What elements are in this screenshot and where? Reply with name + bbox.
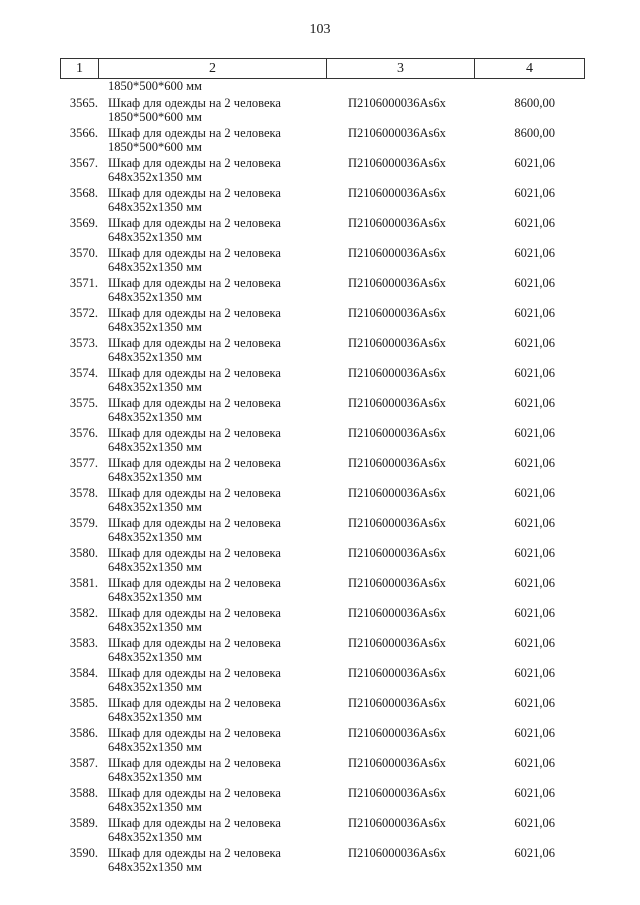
item-name: Шкаф для одежды на 2 человека [108, 666, 281, 680]
item-price: 6021,06 [514, 846, 555, 860]
item-dimensions: 648х352х1350 мм [108, 410, 202, 424]
table-row [0, 396, 640, 426]
item-dimensions: 1850*500*600 мм [108, 140, 202, 154]
item-price: 6021,06 [514, 546, 555, 560]
item-code: П2106000036Аs6х [348, 306, 446, 320]
item-price: 6021,06 [514, 606, 555, 620]
row-number: 3580. [69, 546, 98, 560]
row-number: 3565. [69, 96, 98, 110]
table-row [0, 276, 640, 306]
row-number: 3587. [69, 756, 98, 770]
item-price: 6021,06 [514, 726, 555, 740]
item-dimensions: 648х352х1350 мм [108, 470, 202, 484]
item-code: П2106000036Аs6х [348, 96, 446, 110]
item-dimensions: 648х352х1350 мм [108, 860, 202, 874]
table-row [0, 726, 640, 756]
item-price: 6021,06 [514, 366, 555, 380]
table-row [0, 696, 640, 726]
item-dimensions: 648х352х1350 мм [108, 590, 202, 604]
item-dimensions: 648х352х1350 мм [108, 200, 202, 214]
item-price: 6021,06 [514, 576, 555, 590]
item-dimensions: 648х352х1350 мм [108, 230, 202, 244]
item-name: Шкаф для одежды на 2 человека [108, 576, 281, 590]
carryover-dimensions: 1850*500*600 мм [108, 79, 202, 93]
row-number: 3585. [69, 696, 98, 710]
column-header-4: 4 [474, 59, 585, 78]
item-price: 6021,06 [514, 396, 555, 410]
item-name: Шкаф для одежды на 2 человека [108, 846, 281, 860]
row-number: 3576. [69, 426, 98, 440]
item-code: П2106000036Аs6х [348, 126, 446, 140]
item-name: Шкаф для одежды на 2 человека [108, 156, 281, 170]
item-name: Шкаф для одежды на 2 человека [108, 276, 281, 290]
item-code: П2106000036Аs6х [348, 336, 446, 350]
item-dimensions: 648х352х1350 мм [108, 770, 202, 784]
row-number: 3582. [69, 606, 98, 620]
item-price: 6021,06 [514, 756, 555, 770]
item-code: П2106000036Аs6х [348, 606, 446, 620]
item-code: П2106000036Аs6х [348, 426, 446, 440]
row-number: 3572. [69, 306, 98, 320]
item-name: Шкаф для одежды на 2 человека [108, 546, 281, 560]
row-number: 3573. [69, 336, 98, 350]
table-row [0, 246, 640, 276]
item-dimensions: 648х352х1350 мм [108, 530, 202, 544]
item-dimensions: 1850*500*600 мм [108, 110, 202, 124]
item-code: П2106000036Аs6х [348, 516, 446, 530]
item-code: П2106000036Аs6х [348, 546, 446, 560]
table-row [0, 606, 640, 636]
item-price: 6021,06 [514, 306, 555, 320]
item-price: 6021,06 [514, 186, 555, 200]
item-name: Шкаф для одежды на 2 человека [108, 786, 281, 800]
row-number: 3569. [69, 216, 98, 230]
table-body [0, 96, 640, 876]
item-name: Шкаф для одежды на 2 человека [108, 456, 281, 470]
item-dimensions: 648х352х1350 мм [108, 620, 202, 634]
item-code: П2106000036Аs6х [348, 456, 446, 470]
item-code: П2106000036Аs6х [348, 816, 446, 830]
item-dimensions: 648х352х1350 мм [108, 710, 202, 724]
item-name: Шкаф для одежды на 2 человека [108, 756, 281, 770]
item-price: 6021,06 [514, 246, 555, 260]
item-price: 6021,06 [514, 816, 555, 830]
item-name: Шкаф для одежды на 2 человека [108, 216, 281, 230]
table-row [0, 336, 640, 366]
table-row [0, 636, 640, 666]
item-code: П2106000036Аs6х [348, 246, 446, 260]
item-dimensions: 648х352х1350 мм [108, 440, 202, 454]
item-price: 6021,06 [514, 696, 555, 710]
row-number: 3577. [69, 456, 98, 470]
row-number: 3566. [69, 126, 98, 140]
item-name: Шкаф для одежды на 2 человека [108, 696, 281, 710]
item-dimensions: 648х352х1350 мм [108, 320, 202, 334]
row-number: 3574. [69, 366, 98, 380]
item-name: Шкаф для одежды на 2 человека [108, 606, 281, 620]
row-number: 3578. [69, 486, 98, 500]
item-code: П2106000036Аs6х [348, 696, 446, 710]
item-name: Шкаф для одежды на 2 человека [108, 396, 281, 410]
row-number: 3589. [69, 816, 98, 830]
item-price: 6021,06 [514, 336, 555, 350]
item-name: Шкаф для одежды на 2 человека [108, 306, 281, 320]
item-dimensions: 648х352х1350 мм [108, 260, 202, 274]
item-price: 6021,06 [514, 786, 555, 800]
item-code: П2106000036Аs6х [348, 156, 446, 170]
column-header-2: 2 [98, 59, 326, 78]
item-name: Шкаф для одежды на 2 человека [108, 186, 281, 200]
item-code: П2106000036Аs6х [348, 216, 446, 230]
row-number: 3568. [69, 186, 98, 200]
item-dimensions: 648х352х1350 мм [108, 500, 202, 514]
column-header-1: 1 [60, 59, 98, 78]
item-code: П2106000036Аs6х [348, 576, 446, 590]
item-code: П2106000036Аs6х [348, 636, 446, 650]
item-name: Шкаф для одежды на 2 человека [108, 336, 281, 350]
item-price: 6021,06 [514, 666, 555, 680]
item-dimensions: 648х352х1350 мм [108, 740, 202, 754]
item-code: П2106000036Аs6х [348, 666, 446, 680]
item-dimensions: 648х352х1350 мм [108, 350, 202, 364]
item-dimensions: 648х352х1350 мм [108, 800, 202, 814]
row-number: 3570. [69, 246, 98, 260]
table-row [0, 456, 640, 486]
row-number: 3579. [69, 516, 98, 530]
row-number: 3571. [69, 276, 98, 290]
item-price: 6021,06 [514, 636, 555, 650]
item-price: 6021,06 [514, 486, 555, 500]
item-code: П2106000036Аs6х [348, 486, 446, 500]
table-header [60, 58, 585, 79]
row-number: 3581. [69, 576, 98, 590]
table-row [0, 786, 640, 816]
item-dimensions: 648х352х1350 мм [108, 650, 202, 664]
table-row [0, 306, 640, 336]
item-dimensions: 648х352х1350 мм [108, 290, 202, 304]
row-number: 3584. [69, 666, 98, 680]
row-number: 3575. [69, 396, 98, 410]
item-code: П2106000036Аs6х [348, 366, 446, 380]
item-code: П2106000036Аs6х [348, 396, 446, 410]
row-number: 3588. [69, 786, 98, 800]
row-number: 3583. [69, 636, 98, 650]
item-name: Шкаф для одежды на 2 человека [108, 516, 281, 530]
item-name: Шкаф для одежды на 2 человека [108, 96, 281, 110]
table-row [0, 156, 640, 186]
table-row [0, 816, 640, 846]
page-number: 103 [309, 22, 331, 37]
row-number: 3567. [69, 156, 98, 170]
table-row [0, 516, 640, 546]
table-row [0, 96, 640, 126]
table-row [0, 216, 640, 246]
item-name: Шкаф для одежды на 2 человека [108, 126, 281, 140]
item-price: 6021,06 [514, 426, 555, 440]
item-code: П2106000036Аs6х [348, 846, 446, 860]
table-row [0, 756, 640, 786]
item-code: П2106000036Аs6х [348, 726, 446, 740]
item-price: 6021,06 [514, 516, 555, 530]
item-name: Шкаф для одежды на 2 человека [108, 366, 281, 380]
row-number: 3586. [69, 726, 98, 740]
table-row [0, 846, 640, 876]
item-dimensions: 648х352х1350 мм [108, 170, 202, 184]
item-name: Шкаф для одежды на 2 человека [108, 486, 281, 500]
item-price: 6021,06 [514, 456, 555, 470]
table-row [0, 126, 640, 156]
item-price: 6021,06 [514, 156, 555, 170]
item-price: 8600,00 [514, 96, 555, 110]
item-name: Шкаф для одежды на 2 человека [108, 816, 281, 830]
item-price: 6021,06 [514, 276, 555, 290]
item-dimensions: 648х352х1350 мм [108, 560, 202, 574]
table-row [0, 426, 640, 456]
item-price: 6021,06 [514, 216, 555, 230]
table-row [0, 486, 640, 516]
item-dimensions: 648х352х1350 мм [108, 380, 202, 394]
item-code: П2106000036Аs6х [348, 786, 446, 800]
row-number: 3590. [69, 846, 98, 860]
column-header-3: 3 [326, 59, 474, 78]
table-row [0, 666, 640, 696]
item-dimensions: 648х352х1350 мм [108, 830, 202, 844]
item-code: П2106000036Аs6х [348, 756, 446, 770]
item-name: Шкаф для одежды на 2 человека [108, 426, 281, 440]
table-row [0, 186, 640, 216]
table-row [0, 576, 640, 606]
table-row [0, 546, 640, 576]
table-row [0, 366, 640, 396]
item-dimensions: 648х352х1350 мм [108, 680, 202, 694]
item-name: Шкаф для одежды на 2 человека [108, 246, 281, 260]
item-price: 8600,00 [514, 126, 555, 140]
item-name: Шкаф для одежды на 2 человека [108, 636, 281, 650]
item-code: П2106000036Аs6х [348, 186, 446, 200]
item-code: П2106000036Аs6х [348, 276, 446, 290]
item-name: Шкаф для одежды на 2 человека [108, 726, 281, 740]
